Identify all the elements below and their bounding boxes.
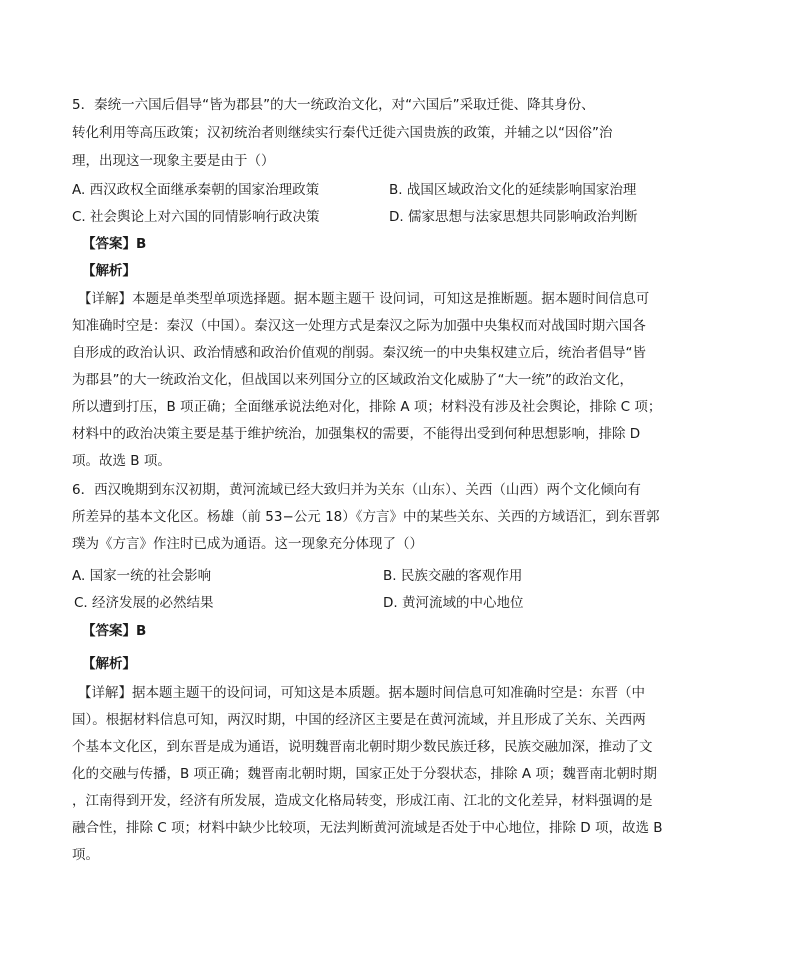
q6-analysis-label: 【解析】 [82,656,136,672]
q5-detail-line-4: 为郡县”的大一统政治文化，但战国以来列国分立的区域政治文化威胁了“大一统”的政治文化， [72,372,633,388]
q6-stem-line-3: 璞为《方言》作注时已成为通语。这一现象充分体现了（） [72,536,423,552]
q5-detail-line-7: 项。故选 B 项。 [72,453,171,469]
q5-option-d: D. 儒家思想与法家思想共同影响政治判断 [389,209,638,225]
q6-detail-line-7: 项。 [72,847,99,863]
q5-option-a: A. 西汉政权全面继承秦朝的国家治理政策 [72,182,320,198]
q5-stem-line-2: 转化利用等高压政策；汉初统治者则继续实行秦代迁徙六国贵族的政策，并辅之以“因俗”治 [72,125,613,141]
q6-answer: 【答案】B [82,623,147,639]
q6-option-b: B. 民族交融的客观作用 [383,568,523,584]
q5-stem-line-1: 5．秦统一六国后倡导“皆为郡县”的大一统政治文化，对“六国后”采取迁徙、降其身份、 [72,97,595,113]
q5-answer: 【答案】B [82,236,147,252]
q5-analysis-label: 【解析】 [82,263,136,279]
q5-option-c: C. 社会舆论上对六国的同情影响行政决策 [72,209,320,225]
q6-option-c: C. 经济发展的必然结果 [74,595,214,611]
q5-detail-line-5: 所以遭到打压，B 项正确；全面继承说法绝对化，排除 A 项；材料没有涉及社会舆论，排除 C 项； [72,399,662,415]
q6-stem-line-1: 6．西汉晚期到东汉初期，黄河流域已经大致归并为关东（山东）、关西（山西）两个文化倾向有 [72,482,641,498]
q6-detail-line-5: ，江南得到开发，经济有所发展，造成文化格局转变，形成江南、江北的文化差异，材料强调的是 [72,793,653,809]
q5-detail-line-3: 自形成的政治认识、政治情感和政治价值观的削弱。秦汉统一的中央集权建立后，统治者倡导“皆 [72,345,646,361]
q6-detail-line-4: 化的交融与传播，B 项正确；魏晋南北朝时期，国家正处于分裂状态，排除 A 项；魏晋南北朝时期 [72,766,657,782]
q6-detail-line-1: 【详解】据本题主题干的设问词，可知这是本质题。据本题时间信息可知准确时空是：东晋（中 [78,685,645,701]
q5-detail-line-6: 材料中的政治决策主要是基于维护统治，加强集权的需要，不能得出受到何种思想影响，排除 D [72,426,641,442]
q5-option-b: B. 战国区域政治文化的延续影响国家治理 [389,182,637,198]
q5-detail-line-2: 知准确时空是：秦汉（中国）。秦汉这一处理方式是秦汉之际为加强中央集权而对战国时期六国各 [72,318,646,334]
q6-option-d: D. 黄河流域的中心地位 [383,595,524,611]
q6-detail-line-6: 融合性，排除 C 项；材料中缺少比较项，无法判断黄河流域是否处于中心地位，排除 D 项，故选 B [72,820,663,836]
q6-option-a: A. 国家一统的社会影响 [72,568,212,584]
q5-stem-line-3: 理，出现这一现象主要是由于（） [72,153,275,169]
q6-detail-line-3: 个基本文化区，到东晋是成为通语，说明魏晋南北朝时期少数民族迁移，民族交融加深，推动了文 [72,739,653,755]
q5-detail-line-1: 【详解】本题是单类型单项选择题。据本题主题干 设问词，可知这是推断题。据本题时间信息可 [78,291,650,307]
q6-stem-line-2: 所差异的基本文化区。杨雄（前 53−公元 18）《方言》中的某些关东、关西的方域语汇，到东晋郭 [72,509,660,525]
q6-detail-line-2: 国）。根据材料信息可知，两汉时期，中国的经济区主要是在黄河流域，并且形成了关东、关西两 [72,712,646,728]
